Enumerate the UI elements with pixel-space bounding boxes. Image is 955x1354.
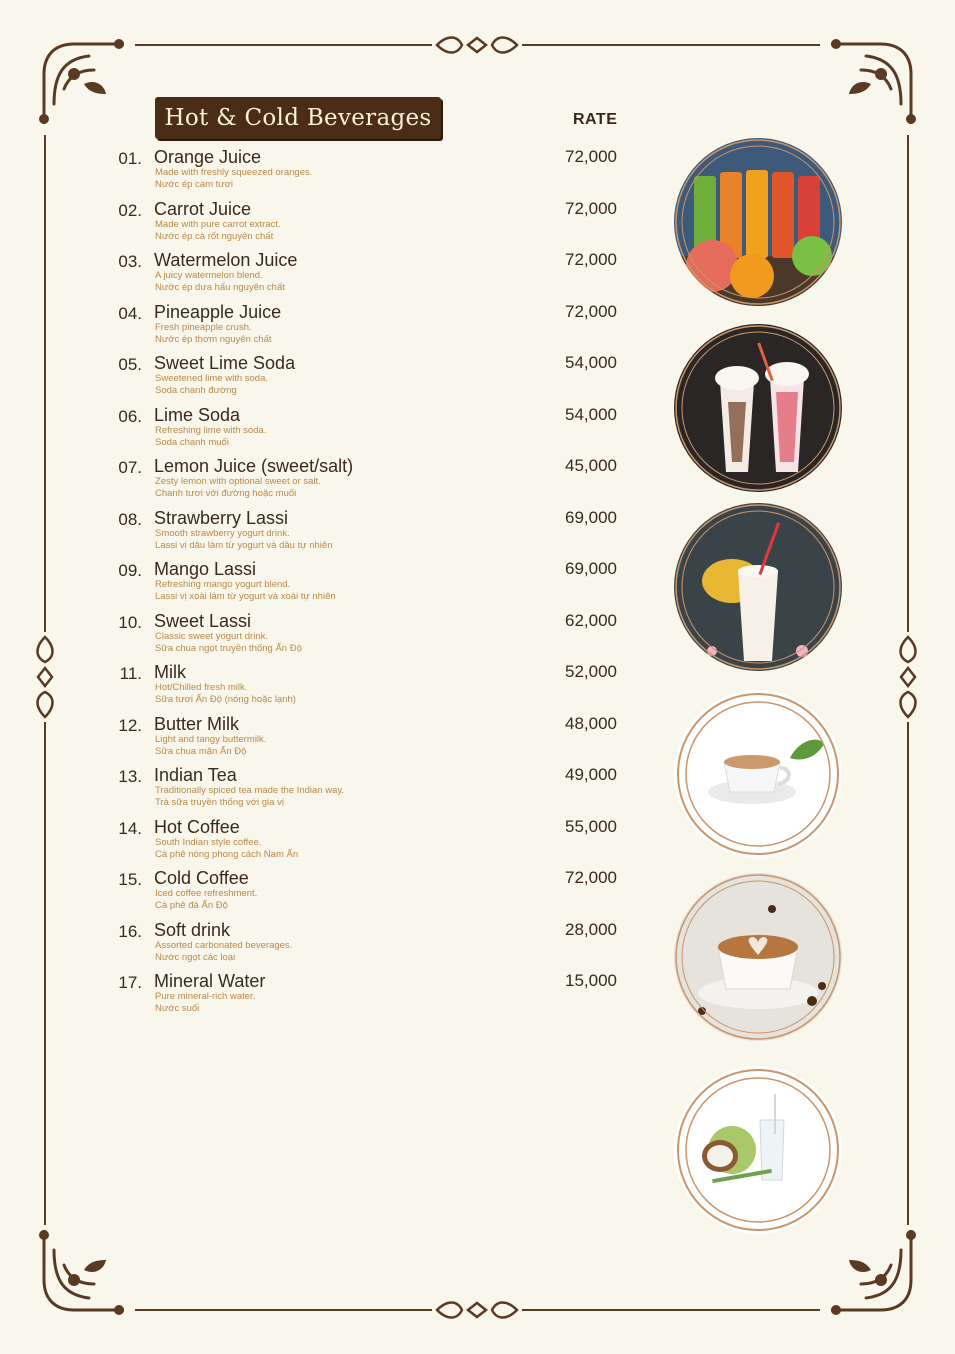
item-description-en: Sweetened lime with soda. xyxy=(155,373,269,384)
item-number: 04. xyxy=(118,304,142,323)
menu-item xyxy=(100,714,620,764)
item-number: 11. xyxy=(119,664,142,683)
pineapple-lassi-photo xyxy=(672,501,844,673)
item-price: 55,000 xyxy=(565,817,617,836)
item-number: 06. xyxy=(118,407,142,426)
menu-item xyxy=(100,250,620,300)
menu-item xyxy=(100,662,620,712)
item-name: Orange Juice xyxy=(154,147,262,167)
item-price: 72,000 xyxy=(565,199,617,218)
corner-ornament-bottom-right-icon xyxy=(831,1230,921,1320)
item-name: Mango Lassi xyxy=(154,559,257,579)
item-number: 09. xyxy=(118,561,142,580)
item-description-en: Made with pure carrot extract. xyxy=(155,219,281,230)
menu-item xyxy=(100,199,620,249)
item-description-vi: Sữa tươi Ấn Độ (nóng hoặc lạnh) xyxy=(155,694,296,705)
item-description-en: Refreshing mango yogurt blend. xyxy=(155,579,291,590)
item-description-vi: Sữa chua ngọt truyền thống Ấn Độ xyxy=(155,643,302,654)
item-description-en: Assorted carbonated beverages. xyxy=(155,940,293,951)
right-side-ornament-icon xyxy=(898,632,918,722)
item-price: 69,000 xyxy=(565,508,617,527)
item-description-en: Made with freshly squeezed oranges. xyxy=(155,167,313,178)
menu-title-banner xyxy=(155,97,441,139)
item-description-vi: Chanh tươi với đường hoặc muối xyxy=(155,488,297,499)
item-price: 52,000 xyxy=(565,662,617,681)
item-description-en: A juicy watermelon blend. xyxy=(155,270,263,281)
item-number: 07. xyxy=(118,458,142,477)
menu-item xyxy=(100,611,620,661)
item-description-en: Zesty lemon with optional sweet or salt. xyxy=(155,476,321,487)
item-number: 17. xyxy=(118,973,142,992)
item-price: 62,000 xyxy=(565,611,617,630)
left-side-ornament-icon xyxy=(35,632,55,722)
item-name: Lime Soda xyxy=(154,405,241,425)
item-name: Pineapple Juice xyxy=(154,302,282,322)
item-description-en: Light and tangy buttermilk. xyxy=(155,734,267,745)
item-number: 16. xyxy=(118,922,142,941)
item-price: 72,000 xyxy=(565,147,617,166)
menu-item xyxy=(100,302,620,352)
corner-ornament-bottom-left-icon xyxy=(34,1230,124,1320)
item-number: 02. xyxy=(118,201,142,220)
menu-item xyxy=(100,971,620,1021)
item-description-en: Iced coffee refreshment. xyxy=(155,888,258,899)
corner-ornament-top-left-icon xyxy=(34,34,124,124)
item-description-vi: Cà phê đá Ấn Độ xyxy=(155,900,228,911)
item-number: 10. xyxy=(118,613,142,632)
item-description-vi: Nước ép cà rốt nguyên chất xyxy=(155,231,274,242)
menu-item xyxy=(100,353,620,403)
item-name: Lemon Juice (sweet/salt) xyxy=(154,456,354,476)
menu-item xyxy=(100,765,620,815)
item-description-en: Fresh pineapple crush. xyxy=(155,322,252,333)
item-name: Mineral Water xyxy=(154,971,266,991)
item-description-vi: Lassi vị dâu làm từ yogurt và dâu tự nhiên xyxy=(155,540,333,551)
item-name: Indian Tea xyxy=(154,765,237,785)
item-description-vi: Nước ép cam tươi xyxy=(155,179,233,190)
item-name: Watermelon Juice xyxy=(154,250,298,270)
item-description-en: Traditionally spiced tea made the Indian way. xyxy=(155,785,345,796)
menu-item xyxy=(100,817,620,867)
item-description-vi: Trà sữa truyền thống với gia vị xyxy=(155,797,284,808)
item-number: 12. xyxy=(118,716,142,735)
item-name: Hot Coffee xyxy=(154,817,240,837)
item-price: 72,000 xyxy=(565,302,617,321)
item-description-en: Pure mineral-rich water. xyxy=(155,991,256,1002)
rate-column-header: RATE xyxy=(573,111,618,128)
item-description-en: Refreshing lime with soda. xyxy=(155,425,267,436)
menu-item xyxy=(100,559,620,609)
item-description-vi: Nước ép thơm nguyên chất xyxy=(155,334,272,345)
item-price: 28,000 xyxy=(565,920,617,939)
item-name: Milk xyxy=(154,662,186,682)
item-name: Sweet Lime Soda xyxy=(154,353,296,373)
item-name: Cold Coffee xyxy=(154,868,249,888)
item-number: 05. xyxy=(118,355,142,374)
item-description-en: Smooth strawberry yogurt drink. xyxy=(155,528,290,539)
item-description-en: Hot/Chilled fresh milk. xyxy=(155,682,248,693)
item-name: Strawberry Lassi xyxy=(154,508,289,528)
item-name: Soft drink xyxy=(154,920,231,940)
tea-cup-photo xyxy=(672,688,844,860)
item-price: 54,000 xyxy=(565,405,617,424)
item-description-vi: Sữa chua mặn Ấn Độ xyxy=(155,746,247,757)
item-price: 45,000 xyxy=(565,456,617,475)
item-price: 54,000 xyxy=(565,353,617,372)
menu-item xyxy=(100,920,620,970)
item-name: Sweet Lassi xyxy=(154,611,252,631)
menu-item xyxy=(100,868,620,918)
item-name: Butter Milk xyxy=(154,714,240,734)
item-description-vi: Soda chanh muối xyxy=(155,437,229,448)
item-description-vi: Nước ngọt các loại xyxy=(155,952,236,963)
item-description-en: Classic sweet yogurt drink. xyxy=(155,631,268,642)
item-description-en: South Indian style coffee. xyxy=(155,837,262,848)
item-price: 15,000 xyxy=(565,971,617,990)
menu-item xyxy=(100,147,620,197)
fruit-juices-photo xyxy=(672,136,844,308)
item-price: 69,000 xyxy=(565,559,617,578)
corner-ornament-top-right-icon xyxy=(831,34,921,124)
item-number: 08. xyxy=(118,510,142,529)
item-number: 03. xyxy=(118,252,142,271)
menu-title: Hot & Cold Beverages xyxy=(164,105,432,131)
latte-photo xyxy=(672,871,844,1043)
menu-item xyxy=(100,508,620,558)
item-price: 72,000 xyxy=(565,250,617,269)
item-price: 48,000 xyxy=(565,714,617,733)
item-number: 14. xyxy=(118,819,142,838)
item-price: 72,000 xyxy=(565,868,617,887)
item-number: 13. xyxy=(118,767,142,786)
item-description-vi: Nước ép dưa hấu nguyên chất xyxy=(155,282,285,293)
item-number: 15. xyxy=(118,870,142,889)
item-description-vi: Nước suối xyxy=(155,1003,200,1014)
item-number: 01. xyxy=(118,149,142,168)
top-center-ornament-icon xyxy=(432,35,522,55)
bottom-center-ornament-icon xyxy=(432,1300,522,1320)
item-description-vi: Cà phê nóng phong cách Nam Ấn xyxy=(155,849,299,860)
milkshakes-photo xyxy=(672,322,844,494)
item-description-vi: Soda chanh đường xyxy=(155,385,237,396)
item-price: 49,000 xyxy=(565,765,617,784)
item-description-vi: Lassi vị xoài làm từ yogurt và xoài tự nhiên xyxy=(155,591,336,602)
coconut-water-photo xyxy=(672,1064,844,1236)
menu-item xyxy=(100,405,620,455)
menu-item xyxy=(100,456,620,506)
item-name: Carrot Juice xyxy=(154,199,252,219)
